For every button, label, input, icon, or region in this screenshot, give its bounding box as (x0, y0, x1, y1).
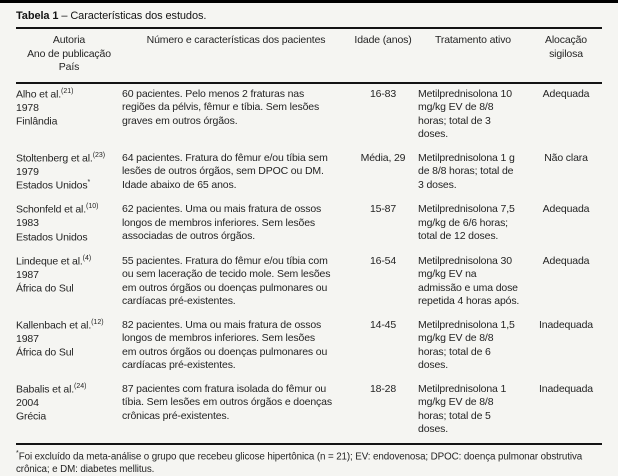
table-page (0, 9, 618, 476)
footnote-marker: * (16, 449, 19, 457)
patients-cell: 82 pacientes. Uma ou mais fratura de ossos longos de membros inferiores. Sem lesões em outros órgãos ou doenças pulmonares ou cardíacas pré-existentes. (122, 318, 328, 371)
reference-superscript: (12) (91, 318, 104, 326)
study-row (16, 148, 602, 200)
study-row (16, 379, 602, 444)
study-row (16, 199, 602, 251)
country: Estados Unidos (16, 179, 88, 192)
header-row (16, 28, 602, 83)
header-line-pais: País (58, 61, 80, 73)
table-title-text: – Características dos estudos. (58, 10, 207, 22)
author-name: Schonfeld et al. (16, 203, 86, 216)
treatment-cell: Metilprednisolona 1 mg/kg EV de 8/8 horas; total de 5 doses. (418, 382, 507, 435)
publication-year: 1987 (16, 332, 39, 345)
reference-superscript: (23) (92, 151, 106, 159)
header-line-alocacao: Alocação (545, 34, 587, 46)
age-cell: 14-45 (369, 318, 397, 331)
allocation-cell: Não clara (544, 151, 588, 164)
treatment-cell: Metilprednisolona 1,5 mg/kg EV de 8/8 horas; total de 6 doses. (418, 318, 515, 371)
country-line (16, 231, 114, 245)
country: Grécia (16, 410, 47, 423)
header-line-sigilosa: sigilosa (549, 47, 583, 60)
country-line (16, 410, 114, 424)
author-line (16, 255, 114, 269)
column-header-alocacao (530, 28, 602, 83)
author-cell (16, 315, 122, 379)
author-cell (16, 83, 122, 148)
publication-year: 2004 (16, 396, 39, 409)
treatment-cell: Metilprednisolona 10 mg/kg EV de 8/8 horas; total de 3 doses. (418, 87, 512, 140)
country-footnote-mark: * (87, 179, 91, 186)
country: Finlândia (16, 115, 58, 128)
patients-cell: 60 pacientes. Pelo menos 2 fraturas nas regiões da pélvis, fêmur e tíbia. Sem lesões graves em outros órgãos. (122, 87, 320, 127)
treatment-cell: Metilprednisolona 7,5 mg/kg de 6/6 horas; total de 12 doses. (418, 203, 515, 242)
footnote-text: Foi excluído da meta-análise o grupo que recebeu glicose hipertônica (n = 21); EV: endovenosa; DPOC: doença pulmonar obstrutiva crônica; e DM: diabetes mellitus. (16, 450, 583, 475)
country-line (16, 346, 114, 360)
allocation-cell: Inadequada (539, 318, 593, 331)
author-cell (16, 379, 122, 444)
reference-superscript: (24) (74, 382, 87, 390)
author-cell (16, 148, 122, 200)
author-cell (16, 199, 122, 251)
study-row (16, 315, 602, 379)
publication-year: 1979 (16, 165, 39, 178)
author-line (16, 88, 114, 102)
column-header-idade: Idade (anos) (354, 34, 412, 46)
study-row (16, 251, 602, 315)
allocation-cell: Adequada (542, 254, 590, 267)
author-name: Lindeque et al. (16, 255, 83, 267)
author-line (16, 383, 114, 397)
column-header-autoria (16, 28, 122, 83)
patients-cell: 62 pacientes. Uma ou mais fratura de ossos longos de membros inferiores. Sem lesões associadas de outros órgãos. (122, 203, 322, 242)
author-cell (16, 251, 122, 315)
author-name: Stoltenberg et al. (16, 152, 93, 164)
country: África do Sul (16, 282, 74, 295)
age-cell: 18-28 (369, 382, 397, 395)
header-line-ano: Ano de publicação (27, 47, 111, 60)
age-cell: 16-54 (369, 254, 397, 267)
reference-superscript: (10) (85, 203, 99, 210)
studies-table (16, 27, 602, 445)
table-title-label: Tabela 1 (16, 10, 59, 22)
country: África do Sul (16, 346, 74, 359)
author-line (16, 152, 114, 166)
allocation-cell: Inadequada (539, 382, 593, 395)
author-name: Alho et al. (16, 88, 62, 100)
publication-year: 1983 (16, 217, 39, 229)
age-cell: 16-83 (369, 87, 397, 100)
country-line (16, 115, 114, 129)
reference-superscript: (21) (61, 87, 74, 95)
publication-year: 1978 (16, 101, 39, 114)
column-header-pacientes: Número e características dos pacientes (146, 34, 326, 46)
publication-year: 1987 (16, 268, 39, 281)
study-row (16, 83, 602, 148)
patients-cell: 55 pacientes. Fratura do fêmur e/ou tíbia com ou sem laceração de tecido mole. Sem lesões em outros órgãos ou doenças pulmonares ou cardíacas pré-existentes. (122, 254, 331, 307)
header-line-autoria: Autoria (52, 34, 86, 46)
treatment-cell: Metilprednisolona 30 mg/kg EV na admissão e uma dose repetida 4 horas após. (418, 254, 520, 307)
treatment-cell: Metilprednisolona 1 g de 8/8 horas; total de 3 doses. (418, 151, 515, 191)
allocation-cell: Adequada (542, 203, 590, 215)
country: Estados Unidos (16, 231, 88, 243)
country-line (16, 282, 114, 296)
author-name: Babalis et al. (16, 383, 75, 395)
age-cell: Média, 29 (360, 151, 406, 164)
author-name: Kallenbach et al. (16, 319, 92, 331)
author-line (16, 319, 114, 333)
allocation-cell: Adequada (542, 87, 590, 100)
author-line (16, 203, 114, 217)
patients-cell: 64 pacientes. Fratura do fêmur e/ou tíbia sem lesões de outros órgãos, sem DPOC ou DM. Idade abaixo de 65 anos. (122, 151, 328, 191)
table-title (16, 9, 602, 23)
patients-cell: 87 pacientes com fratura isolada do fêmur ou tíbia. Sem lesões em outros órgãos e doenças crônicas pré-existentes. (122, 382, 332, 422)
top-rule (0, 0, 618, 3)
country-line (16, 179, 114, 193)
age-cell: 15-87 (369, 203, 397, 215)
reference-superscript: (4) (82, 254, 92, 262)
column-header-tratamento: Tratamento ativo (435, 34, 511, 46)
